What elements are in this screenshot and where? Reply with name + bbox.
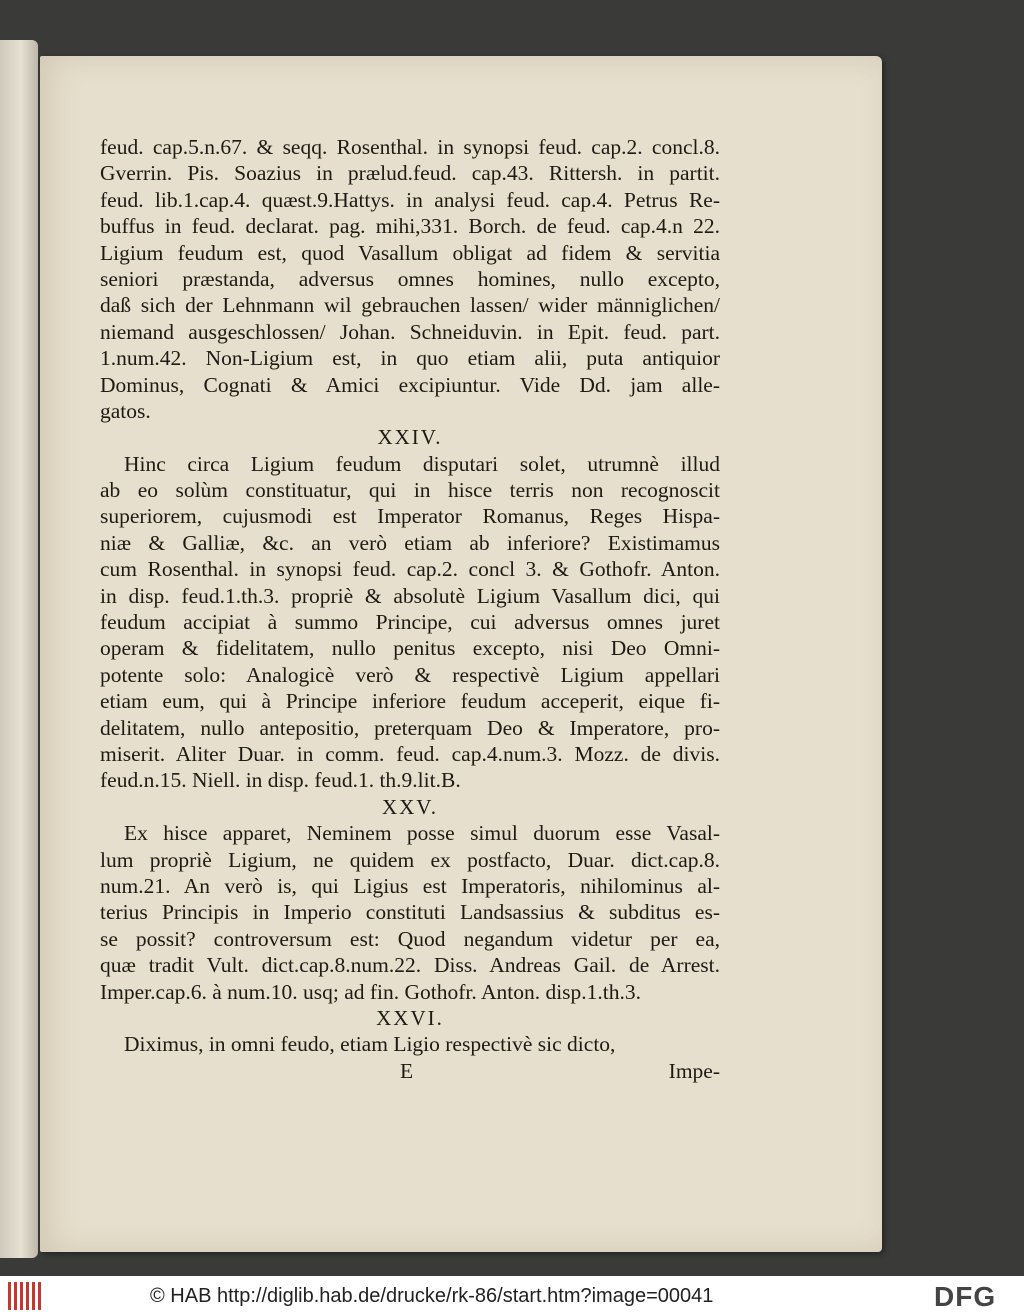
text-line: ab eo solùm constituatur, qui in hisce terris non recognoscit xyxy=(100,478,720,503)
text-line: daß sich der Lehnmann wil gebrauchen lassen/ wider männiglichen/ xyxy=(100,293,720,318)
section-26-paragraph xyxy=(100,1031,720,1057)
hab-barcode-icon xyxy=(8,1282,44,1310)
adjacent-page-edge xyxy=(0,40,38,1258)
book-page xyxy=(40,56,882,1252)
viewer-footer xyxy=(0,1276,1024,1316)
catchword: Impe- xyxy=(668,1058,720,1083)
text-line: 1.num.42. Non-Ligium est, in quo etiam alii, puta antiquior xyxy=(100,346,720,371)
text-line: Diximus, in omni feudo, etiam Ligio respectivè sic dicto, xyxy=(124,1032,616,1057)
section-heading-25: XXV. xyxy=(381,794,439,819)
text-line: Imper.cap.6. à num.10. usq; ad fin. Gothofr. Anton. disp.1.th.3. xyxy=(100,979,642,1004)
section-heading-24: XXIV. xyxy=(377,425,443,450)
dfg-logo: DFG xyxy=(934,1281,997,1312)
page-text xyxy=(100,134,720,1084)
text-line: superiorem, cujusmodi est Imperator Romanus, Reges Hispa- xyxy=(100,504,720,529)
text-line: terius Principis in Imperio constituti Landsassius & subditus es- xyxy=(100,900,720,925)
text-line: miserit. Aliter Duar. in comm. feud. cap.4.num.3. Mozz. de divis. xyxy=(100,741,720,766)
section-25-paragraph xyxy=(100,820,720,1005)
continued-paragraph xyxy=(100,134,720,424)
text-line: niemand ausgeschlossen/ Johan. Schneiduvin. in Epit. feud. part. xyxy=(100,319,720,344)
signature-mark: E xyxy=(400,1058,414,1083)
text-line: lum propriè Ligium, ne quidem ex postfacto, Duar. dict.cap.8. xyxy=(100,847,720,872)
text-line: Gverrin. Pis. Soazius in prælud.feud. cap.43. Rittersh. in partit. xyxy=(100,161,720,186)
text-line: feud.n.15. Niell. in disp. feud.1. th.9.lit.B. xyxy=(100,768,461,793)
text-line: potente solo: Analogicè verò & respectivè Ligium appellari xyxy=(100,662,720,687)
text-line: in disp. feud.1.th.3. propriè & absolutè Ligium Vasallum dici, qui xyxy=(100,583,720,608)
text-line: quæ tradit Vult. dict.cap.8.num.22. Diss. Andreas Gail. de Arrest. xyxy=(100,953,720,978)
text-line: operam & fidelitatem, nullo penitus excepto, nisi Deo Omni- xyxy=(100,636,720,661)
text-line: feudum accipiat à summo Principe, cui adversus omnes juret xyxy=(100,610,720,635)
section-24-paragraph xyxy=(100,451,720,794)
text-line: delitatem, nullo antepositio, preterquam Deo & Imperatore, pro- xyxy=(100,715,720,740)
page-foot-marks xyxy=(100,1058,720,1084)
text-line: num.21. An verò is, qui Ligius est Imperatoris, nihilominus al- xyxy=(100,873,720,898)
text-line: feud. cap.5.n.67. & seqq. Rosenthal. in synopsi feud. cap.2. concl.8. xyxy=(100,135,720,159)
text-line: Ex hisce apparet, Neminem posse simul duorum esse Vasal- xyxy=(124,821,720,846)
text-line: seniori præstanda, adversus omnes homines, nullo excepto, xyxy=(100,266,720,291)
text-line: Hinc circa Ligium feudum disputari solet, utrumnè illud xyxy=(124,451,720,476)
text-line: etiam eum, qui à Principe inferiore feudum acceperit, eique fi- xyxy=(100,689,720,714)
text-line: buffus in feud. declarat. pag. mihi,331. Borch. de feud. cap.4.n 22. xyxy=(100,214,720,239)
text-line: Dominus, Cognati & Amici excipiuntur. Vide Dd. jam alle- xyxy=(100,372,720,397)
section-heading-26: XXVI. xyxy=(376,1005,444,1030)
text-line: cum Rosenthal. in synopsi feud. cap.2. concl 3. & Gothofr. Anton. xyxy=(100,557,720,582)
text-line: se possit? controversum est: Quod negandum videtur per ea, xyxy=(100,926,720,951)
text-line: niæ & Galliæ, &c. an verò etiam ab inferiore? Existimamus xyxy=(100,530,720,555)
text-line: gatos. xyxy=(100,398,151,423)
copyright-link[interactable]: © HAB http://diglib.hab.de/drucke/rk-86/start.htm?image=00041 xyxy=(150,1285,714,1307)
text-line: Ligium feudum est, quod Vasallum obligat ad fidem & servitia xyxy=(100,240,720,265)
text-line: feud. lib.1.cap.4. quæst.9.Hattys. in analysi feud. cap.4. Petrus Re- xyxy=(100,187,720,212)
